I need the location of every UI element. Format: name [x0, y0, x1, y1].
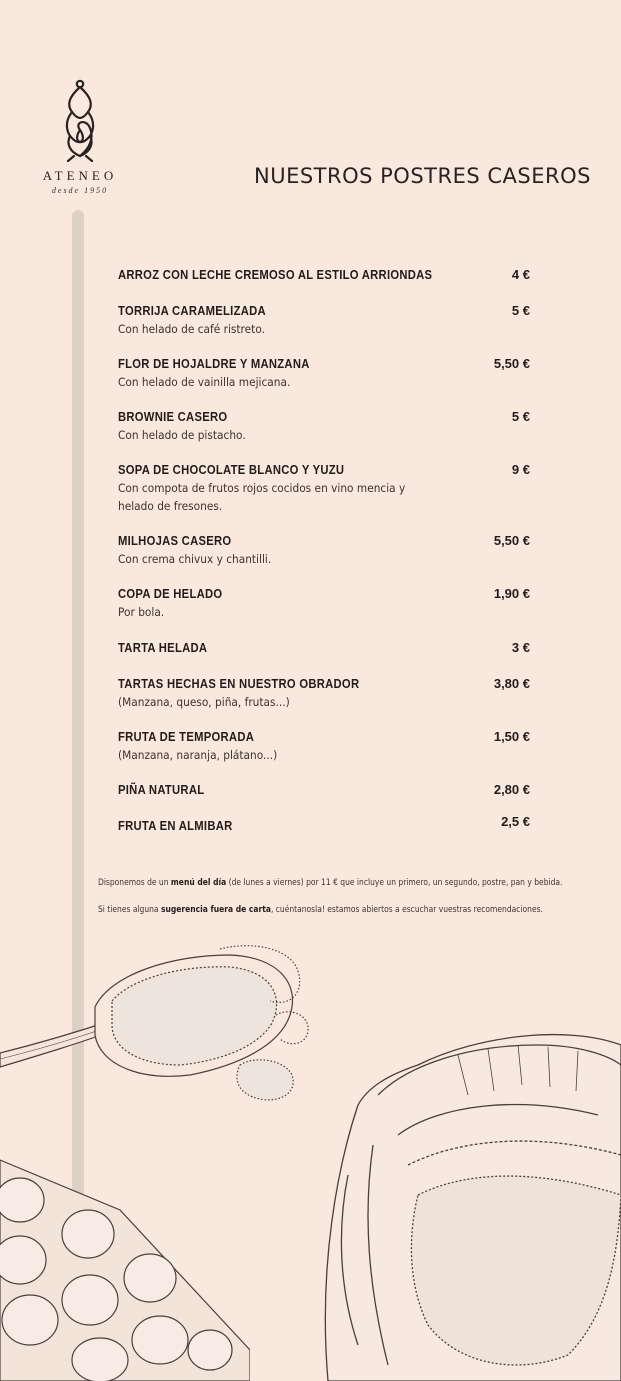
- brand-name: ATENEO: [42, 168, 118, 183]
- page-title: NUESTROS POSTRES CASEROS: [254, 164, 591, 188]
- item-description: Con helado de pistacho.: [118, 428, 246, 442]
- menu-item-copa-de-helado: [118, 585, 532, 621]
- item-price: 9 €: [511, 462, 530, 477]
- item-price: 3,80 €: [493, 676, 530, 691]
- item-price: 5 €: [511, 409, 530, 424]
- item-description: Por bola.: [118, 605, 165, 619]
- item-name: SOPA DE CHOCOLATE BLANCO Y YUZU: [118, 463, 345, 477]
- item-price: 5,50 €: [493, 533, 530, 548]
- spoon-sketch-icon: [0, 935, 330, 1105]
- menu-item-torrija: [118, 302, 532, 338]
- item-description: Con compota de frutos rojos cocidos en vino mencia y helado de fresones.: [118, 481, 406, 513]
- item-description: (Manzana, naranja, plátano...): [118, 748, 278, 762]
- item-price: 4 €: [511, 267, 530, 282]
- item-name: MILHOJAS CASERO: [118, 534, 232, 548]
- item-description: Con helado de café ristreto.: [118, 322, 265, 336]
- footer-notes: [98, 877, 598, 931]
- item-price: 1,50 €: [493, 729, 530, 744]
- item-price: 5 €: [511, 303, 530, 318]
- menu-item-sopa-de-chocolate: [118, 461, 532, 515]
- item-name: FRUTA EN ALMIBAR: [118, 819, 233, 833]
- menu-item-pina-natural: [118, 781, 532, 799]
- suggestion-emphasis: sugerencia fuera de carta: [160, 905, 271, 915]
- item-price: 2,80 €: [493, 782, 530, 797]
- menu-item-arroz-con-leche: [118, 266, 532, 284]
- item-price: 1,90 €: [493, 586, 530, 601]
- brand-since: desde 1950: [51, 186, 109, 195]
- item-name: ARROZ CON LECHE CREMOSO AL ESTILO ARRIONDAS: [118, 268, 433, 282]
- knot-logo-icon: [60, 78, 100, 162]
- menu-item-flor-de-hojaldre: [118, 355, 532, 391]
- item-name: TARTAS HECHAS EN NUESTRO OBRADOR: [118, 677, 360, 691]
- menu-item-brownie: [118, 408, 532, 444]
- item-name: FLOR DE HOJALDRE Y MANZANA: [118, 357, 310, 371]
- item-price: 5,50 €: [493, 356, 530, 371]
- daily-menu-emphasis: menú del día: [170, 878, 227, 888]
- menu-item-fruta-de-temporada: [118, 728, 532, 764]
- item-price: 2,5 €: [501, 814, 530, 829]
- item-name: TORRIJA CARAMELIZADA: [118, 304, 266, 318]
- egg-tray-sketch-icon: [0, 1150, 250, 1381]
- item-name: PIÑA NATURAL: [118, 783, 205, 797]
- item-name: FRUTA DE TEMPORADA: [118, 730, 255, 744]
- item-price: 3 €: [511, 640, 530, 655]
- item-description: Con crema chivux y chantilli.: [118, 552, 272, 566]
- menu-item-fruta-en-almibar: [118, 814, 532, 835]
- suggestion-note: Si tienes alguna sugerencia fuera de carta, cuéntanosla! estamos abiertos a escuchar vuestras recomendaciones.: [98, 905, 543, 915]
- logo: [30, 78, 130, 195]
- menu-item-milhojas: [118, 532, 532, 568]
- item-description: Con helado de vainilla mejicana.: [118, 375, 291, 389]
- item-name: TARTA HELADA: [118, 641, 208, 655]
- menu-item-tartas-obrador: [118, 675, 532, 711]
- item-description: (Manzana, queso, piña, frutas...): [118, 695, 290, 709]
- menu-item-tarta-helada: [118, 639, 532, 657]
- flour-sack-sketch-icon: [318, 1025, 621, 1381]
- item-name: BROWNIE CASERO: [118, 410, 228, 424]
- dessert-list: [118, 266, 532, 835]
- daily-menu-note: Disponemos de un menú del día (de lunes a viernes) por 11 € que incluye un primero, un segundo, postre, pan y bebida.: [98, 878, 563, 888]
- item-name: COPA DE HELADO: [118, 587, 223, 601]
